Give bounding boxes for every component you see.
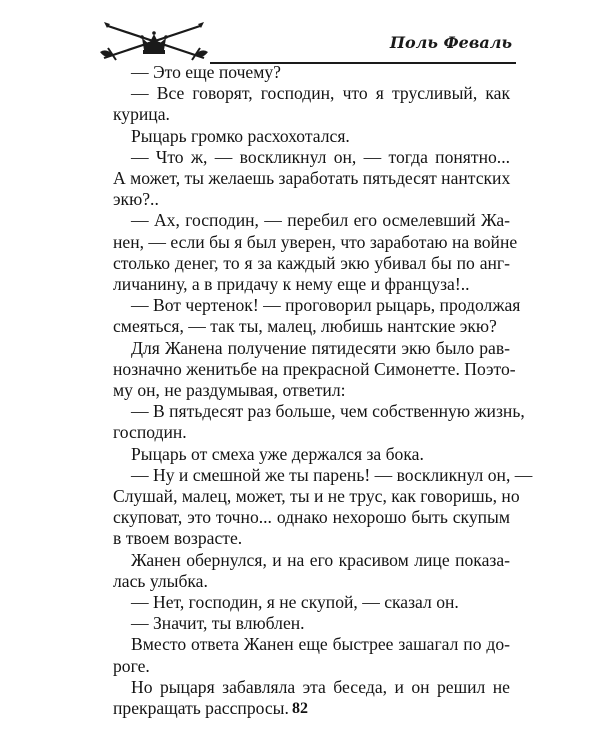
text-line: — Что ж, — воскликнул он, — тогда понятно... [131,146,510,167]
paragraph [113,634,510,676]
text-line: — Ах, господин, — перебил его осмелевший Жа- [131,210,510,231]
text-line: лась улыбка. [113,570,208,591]
text-line: Рыцарь громко расхохотался. [131,125,350,146]
text-line: скуповат, это точно... однако нехорошо быть скупым [113,507,510,528]
text-line: Вместо ответа Жанен еще быстрее зашагал по до- [131,634,510,655]
paragraph [113,550,510,592]
text-line: — Нет, господин, я не скупой, — сказал он. [131,592,459,612]
paragraph [113,401,525,443]
page-number: 82 [292,700,308,717]
paragraph [113,444,510,465]
text-line: роге. [113,655,150,676]
text-line: — Значит, ты влюблен. [131,613,305,634]
crossed-swords-crown-icon [98,20,210,62]
text-line: Рыцарь от смеха уже держался за бока. [131,443,424,464]
text-line: смеяться, — так ты, малец, любишь нантские экю? [113,316,497,337]
paragraph [113,613,510,634]
text-line: — Ну и смешной же ты парень! — воскликнул он, — [131,464,533,485]
text-line: — Вот чертенок! — проговорил рыцарь, продолжая [131,295,521,316]
text-line: господин. [113,422,187,443]
paragraph [113,210,518,295]
text-line: прекращать расспросы. [113,697,289,718]
text-line: нен, — если бы я был уверен, что заработаю на войне [113,231,518,252]
text-line: Для Жанена получение пятидесяти экю было рав- [131,337,510,358]
text-line: му он, не раздумывая, ответил: [113,379,346,400]
running-head-author: Поль Феваль [389,33,512,52]
text-line: в твоем возрасте. [113,528,243,549]
text-line: — В пятьдесят раз больше, чем собственную жизнь, [131,401,525,422]
text-line: Слушай, малец, может, ты и не трус, как говоришь, но [113,485,520,506]
running-header [98,20,516,62]
paragraph [113,83,510,125]
paragraph [113,62,510,83]
text-line: — Все говорят, господин, что я трусливый, как [131,83,510,104]
text-line: экю?.. [113,189,159,210]
text-line: А может, ты желаешь заработать пятьдесят нантских [113,167,511,188]
paragraph [113,592,510,613]
text-line: курица. [113,104,170,125]
text-line: столько денег, то я за каждый экю убивал бы по анг- [113,252,510,273]
text-line: Но рыцаря забавляла эта беседа, и он решил не [131,676,510,697]
text-line: личанину, а в придачу к нему еще и француза!.. [113,273,470,294]
paragraph [113,295,521,337]
text-line: нозначно женитьбе на прекрасной Симонетте. Поэто- [113,358,516,379]
paragraph [113,337,516,402]
text-line: — Это еще почему? [131,62,281,82]
paragraph [113,147,510,211]
paragraph [113,464,533,550]
text-line: Жанен обернулся, и на его красивом лице показа- [131,549,510,570]
paragraph [113,126,510,147]
